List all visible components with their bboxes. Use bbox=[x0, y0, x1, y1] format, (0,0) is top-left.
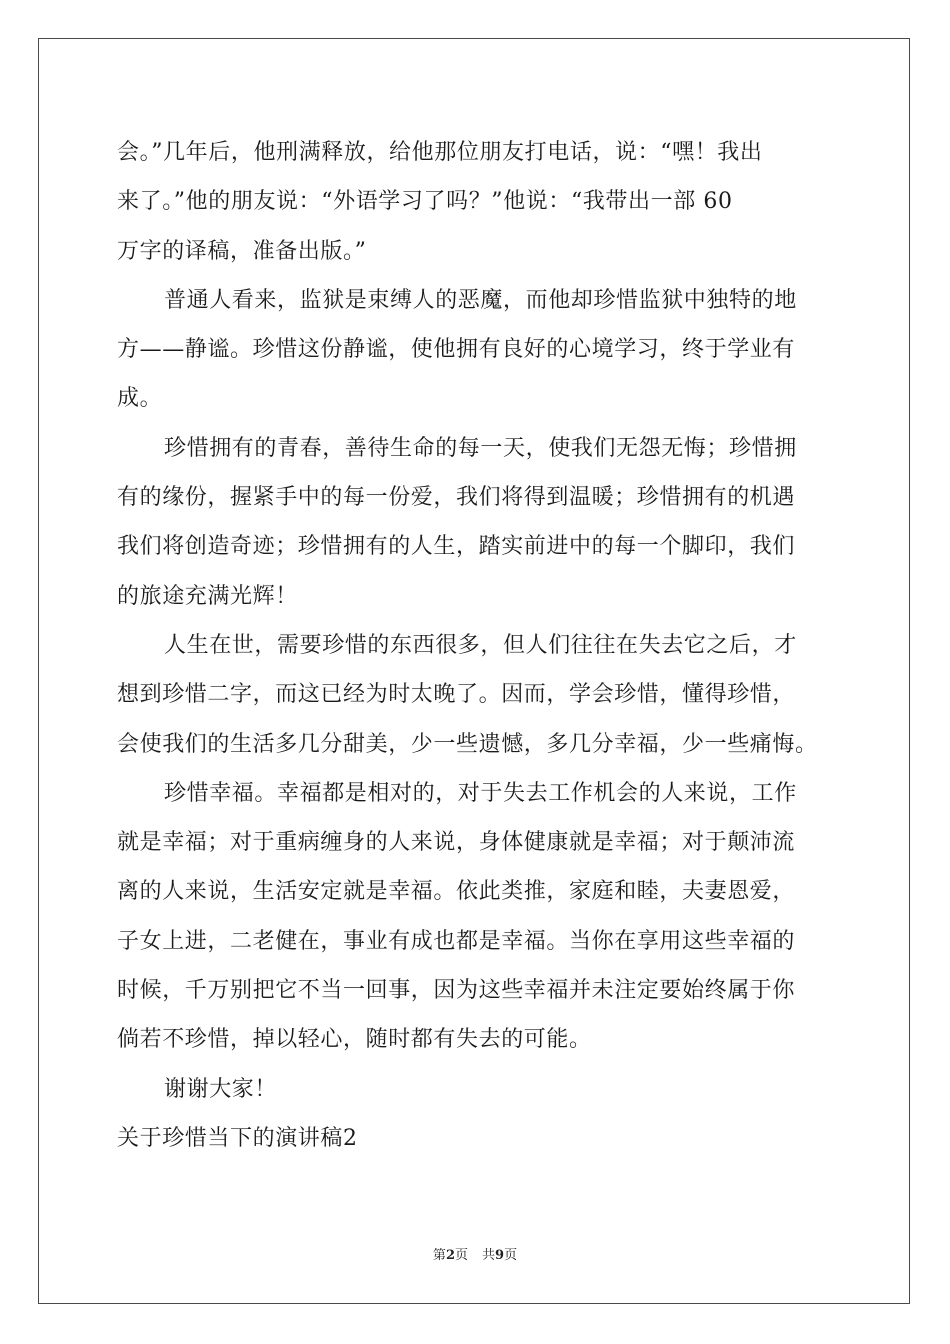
text-line: 会使我们的生活多几分甜美，少一些遗憾，多几分幸福，少一些痛悔。 bbox=[117, 731, 818, 757]
page-suffix: 页 bbox=[454, 1248, 468, 1263]
text-line: 成。 bbox=[117, 386, 163, 412]
text-line: 倘若不珍惜，掉以轻心，随时都有失去的可能。 bbox=[117, 1027, 592, 1053]
total-pages: 9 bbox=[495, 1248, 505, 1263]
paragraph-start-line: 人生在世，需要珍惜的东西很多，但人们往往在失去它之后，才 bbox=[164, 632, 797, 658]
paragraph-start-line: 珍惜拥有的青春，善待生命的每一天，使我们无怨无悔；珍惜拥 bbox=[164, 435, 797, 461]
text-line: 就是幸福；对于重病缠身的人来说，身体健康就是幸福；对于颠沛流 bbox=[117, 830, 796, 856]
text-line: 子女上进，二老健在，事业有成也都是幸福。当你在享用这些幸福的 bbox=[117, 928, 796, 954]
total-suffix: 页 bbox=[504, 1248, 518, 1263]
document-body bbox=[117, 128, 837, 1163]
section-heading: 关于珍惜当下的演讲稿2 bbox=[117, 1125, 358, 1151]
paragraph-start-line: 普通人看来，监狱是束缚人的恶魔，而他却珍惜监狱中独特的地 bbox=[164, 287, 797, 313]
text-line: 有的缘份，握紧手中的每一份爱，我们将得到温暖；珍惜拥有的机遇 bbox=[117, 485, 796, 511]
page-number: 2 bbox=[445, 1248, 455, 1263]
text-line: 我们将创造奇迹；珍惜拥有的人生，踏实前进中的每一个脚印，我们 bbox=[117, 534, 796, 560]
total-prefix: 共 bbox=[482, 1248, 496, 1263]
page-footer bbox=[0, 1244, 950, 1263]
text-line: 来了。”他的朋友说：“外语学习了吗？”他说：“我带出一部 60 bbox=[117, 189, 733, 215]
text-line: 方——静谧。珍惜这份静谧，使他拥有良好的心境学习，终于学业有 bbox=[117, 337, 796, 363]
closing-line: 谢谢大家！ bbox=[164, 1076, 278, 1102]
text-line: 离的人来说，生活安定就是幸福。依此类推，家庭和睦，夫妻恩爱， bbox=[117, 879, 796, 905]
text-line: 时候，千万别把它不当一回事，因为这些幸福并未注定要始终属于你 bbox=[117, 978, 796, 1004]
paragraph-start-line: 珍惜幸福。幸福都是相对的，对于失去工作机会的人来说，工作 bbox=[164, 780, 797, 806]
text-line: 想到珍惜二字，而这已经为时太晚了。因而，学会珍惜，懂得珍惜， bbox=[117, 682, 796, 708]
text-line: 万字的译稿，准备出版。” bbox=[117, 238, 367, 264]
text-line: 会。”几年后，他刑满释放，给他那位朋友打电话，说：“嘿！我出 bbox=[117, 140, 763, 165]
page-prefix: 第 bbox=[432, 1248, 446, 1263]
text-line: 的旅途充满光辉！ bbox=[117, 583, 298, 609]
